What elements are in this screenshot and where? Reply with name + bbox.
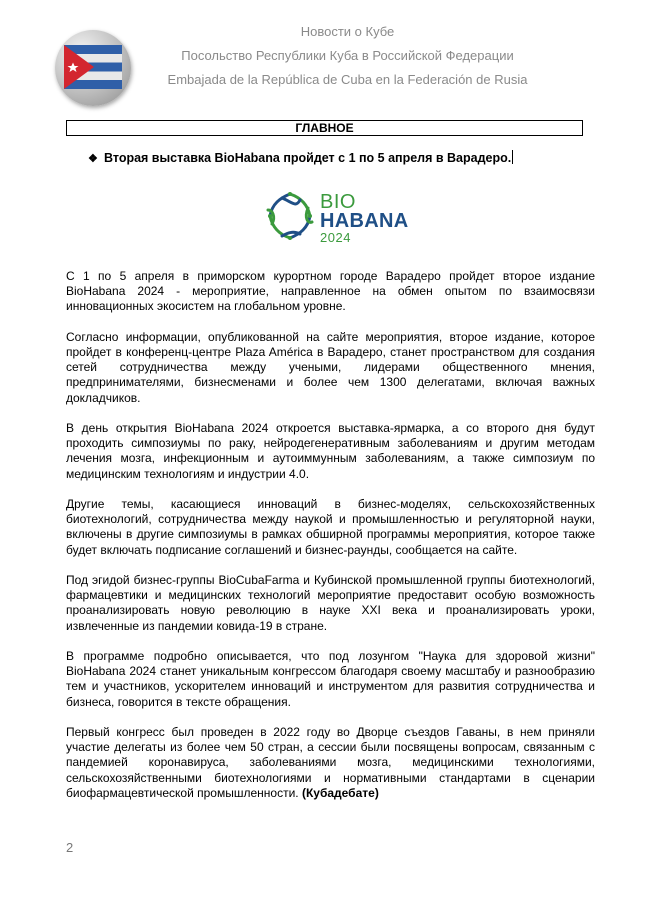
article-paragraph: В программе подробно описывается, что под лозунгом "Наука для здоровой жизни" BioHabana 2024 станет уникальным конгрессом благодаря своему масштабу и разнообразию тем и участников, ускорителем инноваций и инструментом для развития сотрудничества и бизнеса, говорится в тексте обращения. xyxy=(66,649,595,709)
page-number: 2 xyxy=(66,840,74,855)
header-embassy-es: Embajada de la República de Cuba en la Federación de Rusia xyxy=(167,72,528,87)
source-attribution: (Кубадебате) xyxy=(301,785,379,800)
text-cursor xyxy=(512,150,513,164)
article-paragraph: С 1 по 5 апреля в приморском курортном городе Варадеро пройдет второе издание BioHabana 2024 - мероприятие, направленное на обмен опытом по взаимосвязи инновационных экосистем на глобальном уровне. xyxy=(66,269,595,314)
logo-year: 2024 xyxy=(320,230,351,245)
article-paragraph: В день открытия BioHabana 2024 откроется выставка-ярмарка, а со второго дня будут проходить симпозиумы по раку, нейродегенеративным заболеваниям и другим методам лечения мозга, инфекционным и аутоиммунным заболеваниям, а также симпозиум по медицинским технологиям и индустрии 4.0. xyxy=(66,421,595,481)
logo-habana: HABANA xyxy=(320,210,409,232)
article-paragraph: Другие темы, касающиеся инноваций в бизнес-моделях, сельскохозяйственных биотехнологий, сотрудничества между наукой и промышленностью и регуляторной науки, включены в другие симпозиумы в рамках обширной программы мероприятия, которое также будет включать подписание соглашений и бизнес-раунды, сообщается на сайте. xyxy=(66,497,595,557)
article-paragraph-last xyxy=(66,725,595,801)
dna-ring-icon xyxy=(262,188,318,244)
cuban-flag-icon xyxy=(55,30,131,106)
last-paragraph-text: Первый конгресс был проведен в 2022 году во Дворце съездов Гаваны, в нем приняли участие делегаты из более чем 50 стран, а сессии были посвящены вопросам, связанным с пандемией коронавируса, заболеваниями мозга, медицинскими технологиями, сельскохозяйственными биотехнологиями и нормативными стандартами в сценарии биофармацевтической промышленности. xyxy=(66,725,595,800)
logo-wordmark xyxy=(320,192,408,245)
section-title: ГЛАВНОЕ xyxy=(66,120,583,136)
article-body xyxy=(66,269,595,816)
article-paragraph: Под эгидой бизнес-группы BioCubaFarma и Кубинской промышленной группы биотехнологий, фармацевтики и медицинских технологий мероприятие предоставит особую возможность проанализировать новую революцию в науке XXI века и проанализировать уроки, извлеченные из пандемии ковида-19 в стране. xyxy=(66,573,595,633)
biohabana-logo xyxy=(262,188,409,245)
diamond-bullet-icon: ❖ xyxy=(88,153,98,165)
headline-text: Вторая выставка BioHabana пройдет с 1 по 5 апреля в Варадеро. xyxy=(104,151,512,165)
header-embassy-ru: Посольство Республики Куба в Российской Федерации xyxy=(181,48,514,63)
logo-bio: BIO xyxy=(320,191,356,213)
headline xyxy=(88,150,513,165)
header-news-title: Новости о Кубе xyxy=(300,24,395,39)
article-paragraph: Согласно информации, опубликованной на сайте мероприятия, второе издание, которое пройдет в конференц-центре Plaza América в Варадеро, станет пространством для создания сетей сотрудничества между учеными, лидерами общественного мнения, предпринимателями, бизнесменами и более чем 1300 делегатами, включая важных докладчиков. xyxy=(66,329,595,405)
